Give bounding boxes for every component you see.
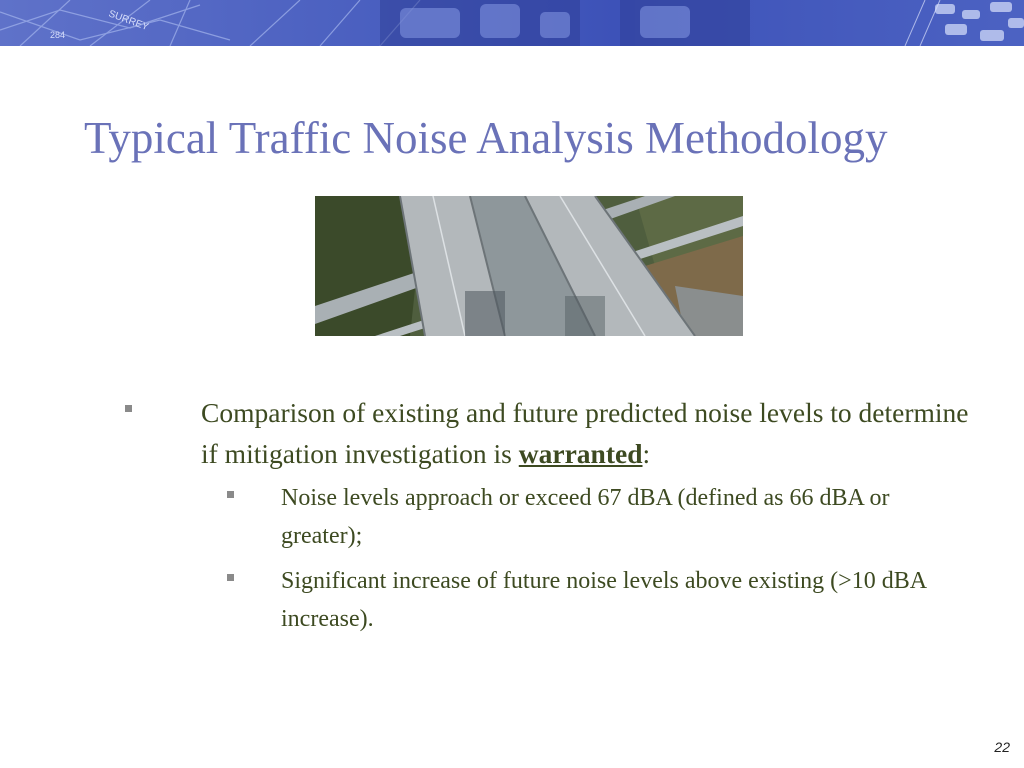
- highway-overpass-image: [315, 196, 743, 336]
- slide-title: Typical Traffic Noise Analysis Methodology: [84, 113, 888, 163]
- bullet-marker: [125, 405, 132, 412]
- page-number: 22: [994, 739, 1010, 755]
- bullet-colon: :: [642, 438, 651, 469]
- map-label-route: 284: [50, 30, 66, 40]
- sub-bullet-noise-levels: Noise levels approach or exceed 67 dBA (defined as 66 dBA or greater);: [281, 485, 890, 549]
- sub-bullet-marker: [227, 491, 234, 498]
- banner-map-graphic: [0, 0, 1024, 46]
- bullet-item-comparison: [201, 392, 971, 474]
- map-label-street: SURREY: [106, 8, 150, 34]
- warranted-emphasis: warranted: [518, 438, 643, 469]
- highway-overpass-photo: [315, 196, 743, 336]
- header-banner: [0, 0, 1024, 46]
- sub-bullet-marker: [227, 574, 234, 581]
- sub-bullet-increase: Significant increase of future noise levels above existing (>10 dBA increase).: [281, 568, 926, 632]
- bullet-text: Comparison of existing and future predicted noise levels to determine if mitigation investigation is: [201, 397, 969, 469]
